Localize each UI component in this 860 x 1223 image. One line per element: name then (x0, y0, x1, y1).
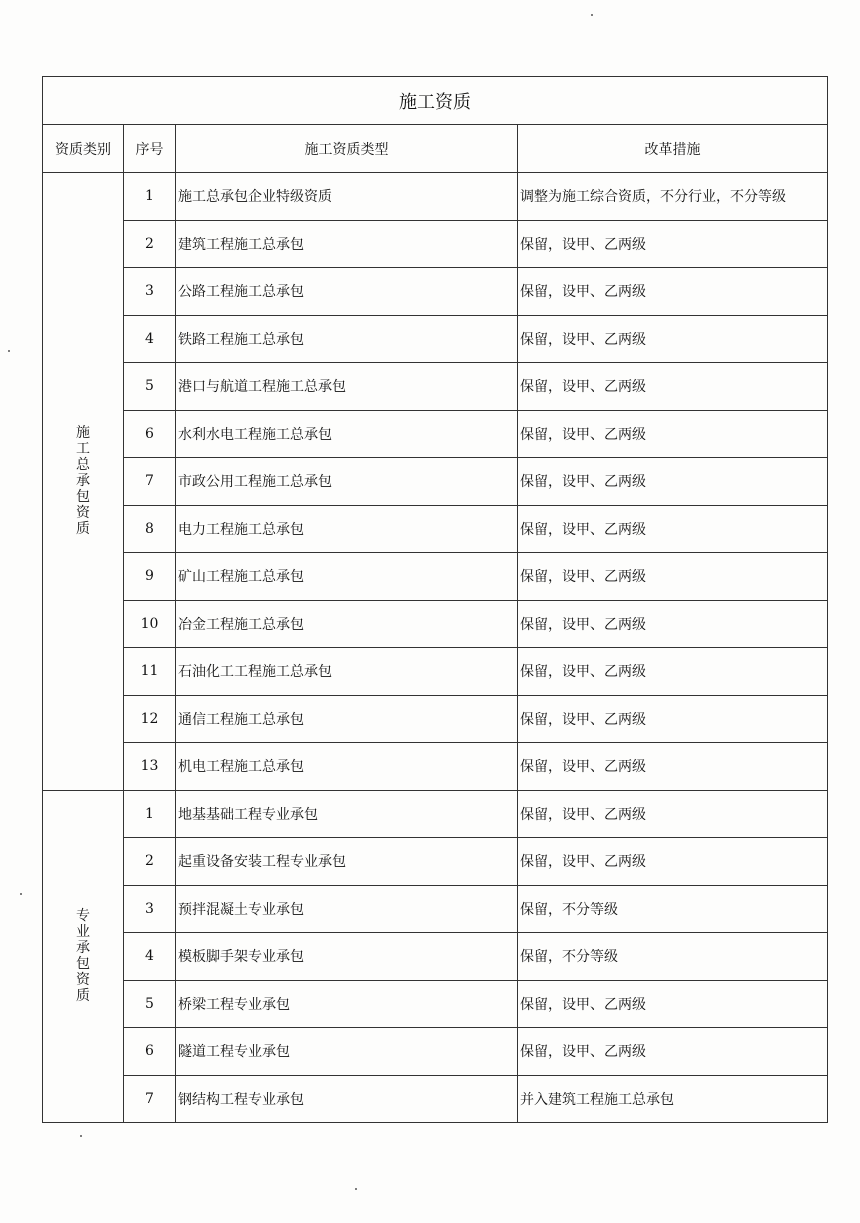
qualification-type: 桥梁工程专业承包 (176, 980, 518, 1028)
table-row (43, 363, 828, 411)
qualification-type: 公路工程施工总承包 (176, 268, 518, 316)
row-number: 8 (124, 505, 176, 553)
row-number: 12 (124, 695, 176, 743)
row-number: 1 (124, 173, 176, 221)
qualification-type: 市政公用工程施工总承包 (176, 458, 518, 506)
reform-measure: 保留，设甲、乙两级 (518, 838, 828, 886)
qualification-type: 地基基础工程专业承包 (176, 790, 518, 838)
reform-measure: 保留，设甲、乙两级 (518, 1028, 828, 1076)
table-row (43, 268, 828, 316)
table-row (43, 220, 828, 268)
table-row (43, 885, 828, 933)
reform-measure: 保留，设甲、乙两级 (518, 648, 828, 696)
table-row (43, 553, 828, 601)
row-number: 1 (124, 790, 176, 838)
header-index: 序号 (124, 125, 176, 173)
scan-speck (80, 1135, 82, 1137)
row-number: 3 (124, 268, 176, 316)
reform-measure: 保留，设甲、乙两级 (518, 743, 828, 791)
row-number: 4 (124, 933, 176, 981)
table-row (43, 743, 828, 791)
reform-measure: 保留，设甲、乙两级 (518, 268, 828, 316)
qualification-type: 冶金工程施工总承包 (176, 600, 518, 648)
row-number: 4 (124, 315, 176, 363)
table-title: 施工资质 (43, 77, 828, 125)
scan-speck (591, 14, 593, 16)
qualification-type: 隧道工程专业承包 (176, 1028, 518, 1076)
scan-speck (20, 893, 22, 895)
reform-measure: 保留，不分等级 (518, 933, 828, 981)
reform-measure: 保留，设甲、乙两级 (518, 980, 828, 1028)
reform-measure: 保留，设甲、乙两级 (518, 553, 828, 601)
qualification-type: 石油化工工程施工总承包 (176, 648, 518, 696)
scan-speck (8, 350, 10, 352)
table-row (43, 410, 828, 458)
row-number: 7 (124, 1075, 176, 1123)
row-number: 13 (124, 743, 176, 791)
table-row (43, 173, 828, 221)
reform-measure: 保留，设甲、乙两级 (518, 505, 828, 553)
header-category: 资质类别 (43, 125, 124, 173)
reform-measure: 保留，设甲、乙两级 (518, 790, 828, 838)
reform-measure: 保留，设甲、乙两级 (518, 410, 828, 458)
row-number: 11 (124, 648, 176, 696)
qualification-type: 施工总承包企业特级资质 (176, 173, 518, 221)
qualification-type: 钢结构工程专业承包 (176, 1075, 518, 1123)
qualification-type: 港口与航道工程施工总承包 (176, 363, 518, 411)
row-number: 6 (124, 410, 176, 458)
row-number: 2 (124, 220, 176, 268)
qualification-type: 机电工程施工总承包 (176, 743, 518, 791)
reform-measure: 保留，设甲、乙两级 (518, 220, 828, 268)
qualification-type: 建筑工程施工总承包 (176, 220, 518, 268)
qualification-type: 矿山工程施工总承包 (176, 553, 518, 601)
table-row (43, 695, 828, 743)
qualification-type: 起重设备安装工程专业承包 (176, 838, 518, 886)
table-row (43, 1028, 828, 1076)
qualification-type: 通信工程施工总承包 (176, 695, 518, 743)
table-row (43, 315, 828, 363)
row-number: 10 (124, 600, 176, 648)
table-row (43, 1075, 828, 1123)
qualification-type: 模板脚手架专业承包 (176, 933, 518, 981)
category-cell (43, 173, 124, 791)
category-cell (43, 790, 124, 1123)
reform-measure: 并入建筑工程施工总承包 (518, 1075, 828, 1123)
row-number: 2 (124, 838, 176, 886)
table-row (43, 458, 828, 506)
scan-speck (355, 1188, 357, 1190)
category-label: 专业承包资质 (76, 908, 90, 1005)
row-number: 5 (124, 363, 176, 411)
row-number: 6 (124, 1028, 176, 1076)
table-row (43, 600, 828, 648)
reform-measure: 保留，设甲、乙两级 (518, 695, 828, 743)
table-row (43, 933, 828, 981)
reform-measure: 保留，设甲、乙两级 (518, 458, 828, 506)
reform-measure: 保留，设甲、乙两级 (518, 363, 828, 411)
reform-measure: 保留，设甲、乙两级 (518, 600, 828, 648)
header-type: 施工资质类型 (176, 125, 518, 173)
row-number: 9 (124, 553, 176, 601)
qualification-type: 水利水电工程施工总承包 (176, 410, 518, 458)
qualification-type: 电力工程施工总承包 (176, 505, 518, 553)
qualification-type: 铁路工程施工总承包 (176, 315, 518, 363)
category-label: 施工总承包资质 (76, 425, 90, 538)
qualification-table (42, 76, 828, 1123)
row-number: 3 (124, 885, 176, 933)
row-number: 5 (124, 980, 176, 1028)
table-row (43, 838, 828, 886)
header-measure: 改革措施 (518, 125, 828, 173)
table-row (43, 648, 828, 696)
row-number: 7 (124, 458, 176, 506)
qualification-type: 预拌混凝土专业承包 (176, 885, 518, 933)
table-row (43, 505, 828, 553)
table-row (43, 980, 828, 1028)
table-title-row (43, 77, 828, 125)
reform-measure: 调整为施工综合资质，不分行业，不分等级 (518, 173, 828, 221)
table-row (43, 790, 828, 838)
table-header-row (43, 125, 828, 173)
reform-measure: 保留，设甲、乙两级 (518, 315, 828, 363)
reform-measure: 保留，不分等级 (518, 885, 828, 933)
